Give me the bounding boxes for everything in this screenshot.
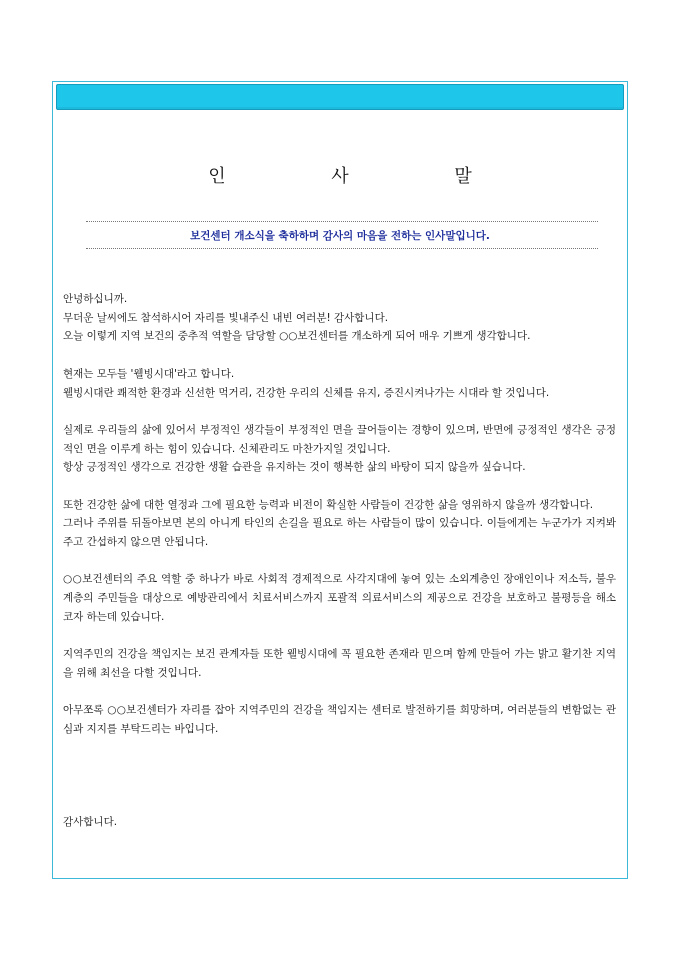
paragraph-positive-thinking (63, 421, 616, 477)
text-line: 항상 긍정적인 생각으로 건강한 생활 습관을 유지하는 것이 행복한 삶의 바탕이 되지 않을까 싶습니다. (63, 461, 526, 474)
dotted-divider-bottom (86, 248, 598, 249)
text-line: 실제로 우리들의 삶에 있어서 부정적인 생각들이 부정적인 면을 끌어들이는 경향이 있으며, 반면에 긍정적인 생각은 긍정적인 면을 이루게 하는 힘이 있습니다. 신체관리도 마찬가지일 것입니다. (63, 423, 616, 455)
closing-text: 감사합니다. (63, 816, 118, 828)
text-line: 지역주민의 건강을 책임지는 보건 관계자들 또한 웰빙시대에 꼭 필요한 존재라 믿으며 함께 만들어 가는 밝고 활기찬 지역을 위해 최선을 다할 것입니다. (63, 648, 616, 679)
header-bar (56, 84, 624, 110)
text-line: 웰빙시대란 쾌적한 환경과 신선한 먹거리, 건강한 우리의 신체를 유지, 증진시켜나가는 시대라 할 것입니다. (63, 386, 550, 399)
text-line: 그러나 주위를 뒤돌아보면 본의 아니게 타인의 손길을 필요로 하는 사람들이 많이 있습니다. 이들에게는 누군가가 지켜봐 주고 간섭하지 않으면 안됩니다. (63, 517, 616, 549)
text-line: 안녕하십니까. (63, 293, 128, 305)
text-line: 또한 건강한 삶에 대한 열정과 그에 필요한 능력과 비전이 확실한 사람들이 건강한 삶을 영위하지 않을까 생각합니다. (63, 498, 594, 511)
text-line: 아무쪼록 ○○보건센터가 자리를 잡아 지역주민의 건강을 책임지는 센터로 발전하기를 희망하며, 여러분들의 변함없는 관심과 지지를 부탁드리는 바입니다. (63, 704, 616, 736)
paragraph-wellbeing (63, 365, 616, 402)
subtitle: 보건센터 개소식을 축하하며 감사의 마음을 전하는 인사말입니다. (190, 230, 490, 242)
paragraph-healthy-life (63, 496, 616, 552)
paragraph-wishes (63, 701, 616, 738)
text-line: 현재는 모두들 '웰빙시대'라고 합니다. (63, 367, 235, 380)
text-line: ○○보건센터의 주요 역할 중 하나가 바로 사회적 경제적으로 사각지대에 놓여 있는 소외계층인 장애인이나 저소득, 불우계층의 주민들을 대상으로 예방관리에서 치료서비스까지 포괄적 의료서비스의 제공으로 건강을 보호하고 불평등을 해소코자 하는데 있습니다. (63, 573, 616, 623)
paragraph-commitment (63, 645, 616, 682)
text-line: 오늘 이렇게 지역 보건의 중추적 역할을 담당할 ○○보건센터를 개소하게 되어 매우 기쁘게 생각합니다. (63, 330, 531, 343)
dotted-divider-top (86, 221, 598, 222)
page-title: 인 사 말 (208, 166, 522, 187)
letter-body (63, 290, 616, 757)
paragraph-greeting (63, 290, 616, 346)
text-line: 무더운 날씨에도 참석하시어 자리를 빛내주신 내빈 여러분! 감사합니다. (63, 311, 389, 324)
paragraph-center-role (63, 570, 616, 626)
